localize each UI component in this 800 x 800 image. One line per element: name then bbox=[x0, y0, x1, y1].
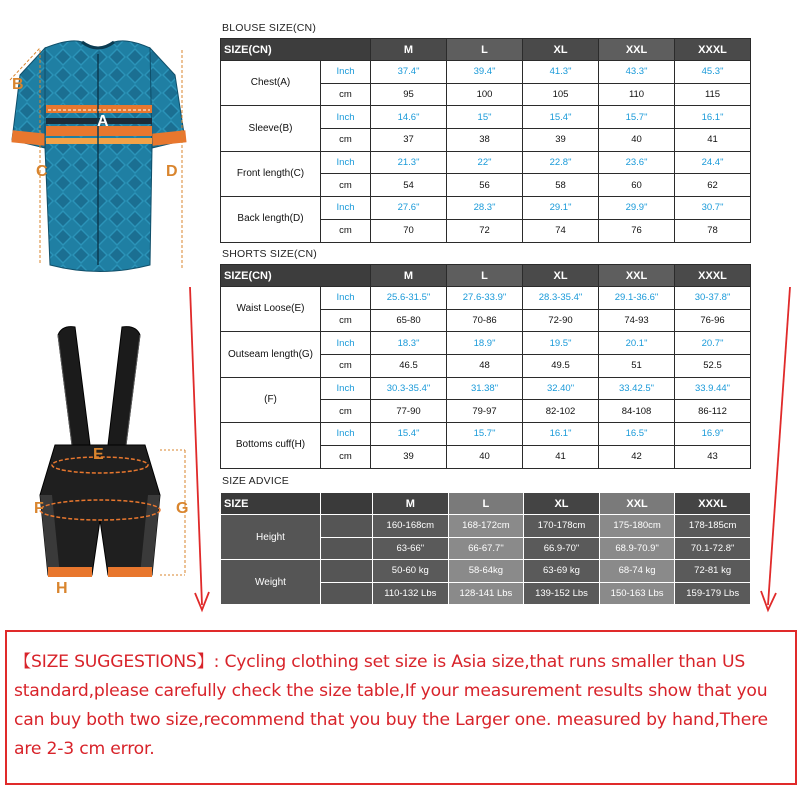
header-size: L bbox=[447, 39, 523, 61]
table-row bbox=[221, 151, 751, 174]
table-cell: 16.1" bbox=[675, 106, 751, 129]
table-cell: 62 bbox=[675, 174, 751, 197]
table-cell: 21.3" bbox=[371, 151, 447, 174]
table-cell: 115 bbox=[675, 83, 751, 106]
table-row bbox=[221, 106, 751, 129]
table-cell: 78 bbox=[675, 219, 751, 242]
measurement-name: Waist Loose(E) bbox=[221, 287, 321, 332]
table-cell: 70.1-72.8" bbox=[675, 537, 751, 560]
table-cell: 22.8" bbox=[523, 151, 599, 174]
unit-label: cm bbox=[321, 83, 371, 106]
table-cell: 39.4" bbox=[447, 61, 523, 84]
table-cell: 42 bbox=[599, 445, 675, 468]
table-cell: 30.7" bbox=[675, 197, 751, 220]
measurement-name: Bottoms cuff(H) bbox=[221, 423, 321, 468]
label-h: H bbox=[56, 580, 68, 597]
header-size: XXL bbox=[599, 265, 675, 287]
table-cell: 72-90 bbox=[523, 309, 599, 332]
table-cell: 76 bbox=[599, 219, 675, 242]
table-cell: 175-180cm bbox=[599, 515, 675, 538]
table-cell: 31.38" bbox=[447, 377, 523, 400]
unit-label: Inch bbox=[321, 287, 371, 310]
table-cell: 18.3" bbox=[371, 332, 447, 355]
table-cell: 39 bbox=[371, 445, 447, 468]
table-cell: 74-93 bbox=[599, 309, 675, 332]
table-cell: 159-179 Lbs bbox=[675, 582, 751, 605]
table-cell: 70-86 bbox=[447, 309, 523, 332]
advice-weight-label: Weight bbox=[221, 560, 321, 605]
unit-label: Inch bbox=[321, 377, 371, 400]
table-cell: 33.9.44" bbox=[675, 377, 751, 400]
header-size: XXXL bbox=[675, 39, 751, 61]
table-cell: 41 bbox=[675, 129, 751, 152]
table-cell: 54 bbox=[371, 174, 447, 197]
label-f: F bbox=[34, 500, 44, 517]
header-blank bbox=[321, 493, 373, 515]
table-cell: 150-163 Lbs bbox=[599, 582, 675, 605]
table-row bbox=[221, 423, 751, 446]
table-cell: 52.5 bbox=[675, 355, 751, 378]
table-cell: 56 bbox=[447, 174, 523, 197]
table-cell: 46.5 bbox=[371, 355, 447, 378]
label-b: B bbox=[12, 76, 24, 93]
table-cell: 43.3" bbox=[599, 61, 675, 84]
size-suggestion-body: Cycling clothing set size is Asia size,that runs smaller than US standard,please carefully check the size table,If your measurement results show that you can buy both two size,recommend that you buy the Larger one. measured by hand,There are 2-3 cm error. bbox=[14, 652, 768, 759]
header-size: L bbox=[447, 265, 523, 287]
unit-label: cm bbox=[321, 174, 371, 197]
table-cell: 139-152 Lbs bbox=[524, 582, 600, 605]
table-cell: 38 bbox=[447, 129, 523, 152]
table-cell: 58-64kg bbox=[448, 560, 524, 583]
measurement-name: Front length(C) bbox=[221, 151, 321, 196]
table-cell: 29.1" bbox=[523, 197, 599, 220]
table-row bbox=[221, 332, 751, 355]
table-cell: 49.5 bbox=[523, 355, 599, 378]
table-cell: 84-108 bbox=[599, 400, 675, 423]
advice-sub-cell bbox=[321, 515, 373, 538]
table-cell: 15" bbox=[447, 106, 523, 129]
table-row bbox=[221, 515, 751, 538]
table-cell: 33.42.5" bbox=[599, 377, 675, 400]
shorts-size-title: SHORTS SIZE(CN) bbox=[222, 248, 317, 260]
table-cell: 68-74 kg bbox=[599, 560, 675, 583]
advice-sub-cell bbox=[321, 537, 373, 560]
header-size-cn: SIZE(CN) bbox=[221, 265, 371, 287]
table-cell: 66-67.7" bbox=[448, 537, 524, 560]
table-cell: 20.1" bbox=[599, 332, 675, 355]
table-cell: 50-60 kg bbox=[373, 560, 449, 583]
table-cell: 100 bbox=[447, 83, 523, 106]
unit-label: Inch bbox=[321, 61, 371, 84]
size-suggestion-lead: 【SIZE SUGGESTIONS】: bbox=[14, 652, 220, 672]
header-size: SIZE bbox=[221, 493, 321, 515]
header-size: XL bbox=[524, 493, 600, 515]
size-advice-title: SIZE ADVICE bbox=[222, 475, 289, 487]
table-cell: 48 bbox=[447, 355, 523, 378]
table-cell: 70 bbox=[371, 219, 447, 242]
table-cell: 19.5" bbox=[523, 332, 599, 355]
unit-label: Inch bbox=[321, 423, 371, 446]
table-cell: 20.7" bbox=[675, 332, 751, 355]
table-cell: 86-112 bbox=[675, 400, 751, 423]
table-cell: 37.4" bbox=[371, 61, 447, 84]
label-e: E bbox=[93, 446, 104, 463]
table-cell: 15.4" bbox=[523, 106, 599, 129]
header-size: XXL bbox=[599, 493, 675, 515]
table-cell: 43 bbox=[675, 445, 751, 468]
header-size: M bbox=[371, 39, 447, 61]
table-cell: 79-97 bbox=[447, 400, 523, 423]
label-a: A bbox=[97, 113, 109, 130]
arrow-down-right-icon bbox=[752, 285, 792, 620]
table-header bbox=[221, 39, 751, 61]
table-cell: 37 bbox=[371, 129, 447, 152]
unit-label: cm bbox=[321, 445, 371, 468]
table-row bbox=[221, 287, 751, 310]
table-cell: 82-102 bbox=[523, 400, 599, 423]
table-row bbox=[221, 197, 751, 220]
table-cell: 15.4" bbox=[371, 423, 447, 446]
header-size: XXXL bbox=[675, 265, 751, 287]
unit-label: cm bbox=[321, 355, 371, 378]
table-cell: 77-90 bbox=[371, 400, 447, 423]
table-cell: 168-172cm bbox=[448, 515, 524, 538]
table-cell: 15.7" bbox=[599, 106, 675, 129]
table-cell: 16.9" bbox=[675, 423, 751, 446]
table-cell: 30.3-35.4" bbox=[371, 377, 447, 400]
table-cell: 45.3" bbox=[675, 61, 751, 84]
unit-label: cm bbox=[321, 129, 371, 152]
size-suggestion-box bbox=[5, 630, 797, 785]
shorts-size-table bbox=[220, 264, 751, 469]
table-cell: 15.7" bbox=[447, 423, 523, 446]
unit-label: Inch bbox=[321, 197, 371, 220]
table-cell: 110 bbox=[599, 83, 675, 106]
table-row bbox=[221, 61, 751, 84]
header-size: XL bbox=[523, 265, 599, 287]
advice-height-label: Height bbox=[221, 515, 321, 560]
label-d: D bbox=[166, 163, 178, 180]
table-cell: 63-66" bbox=[373, 537, 449, 560]
table-cell: 170-178cm bbox=[524, 515, 600, 538]
label-g: G bbox=[176, 500, 189, 517]
table-header bbox=[221, 493, 751, 515]
header-size: XL bbox=[523, 39, 599, 61]
unit-label: Inch bbox=[321, 332, 371, 355]
advice-sub-cell bbox=[321, 582, 373, 605]
table-cell: 51 bbox=[599, 355, 675, 378]
unit-label: cm bbox=[321, 400, 371, 423]
header-size: XXL bbox=[599, 39, 675, 61]
table-cell: 14.6" bbox=[371, 106, 447, 129]
header-size: XXXL bbox=[675, 493, 751, 515]
table-cell: 16.5" bbox=[599, 423, 675, 446]
table-cell: 41 bbox=[523, 445, 599, 468]
header-size: M bbox=[373, 493, 449, 515]
label-c: C bbox=[36, 163, 48, 180]
table-cell: 39 bbox=[523, 129, 599, 152]
unit-label: cm bbox=[321, 219, 371, 242]
table-cell: 29.1-36.6" bbox=[599, 287, 675, 310]
table-cell: 178-185cm bbox=[675, 515, 751, 538]
table-row bbox=[221, 377, 751, 400]
table-cell: 28.3-35.4" bbox=[523, 287, 599, 310]
table-cell: 63-69 kg bbox=[524, 560, 600, 583]
table-cell: 22" bbox=[447, 151, 523, 174]
table-header bbox=[221, 265, 751, 287]
header-size: M bbox=[371, 265, 447, 287]
table-cell: 24.4" bbox=[675, 151, 751, 174]
table-cell: 40 bbox=[599, 129, 675, 152]
table-cell: 74 bbox=[523, 219, 599, 242]
table-cell: 32.40" bbox=[523, 377, 599, 400]
table-cell: 18.9" bbox=[447, 332, 523, 355]
table-cell: 128-141 Lbs bbox=[448, 582, 524, 605]
size-advice-table bbox=[220, 492, 751, 605]
table-cell: 66.9-70" bbox=[524, 537, 600, 560]
table-cell: 29.9" bbox=[599, 197, 675, 220]
blouse-size-table bbox=[220, 38, 751, 243]
table-cell: 65-80 bbox=[371, 309, 447, 332]
unit-label: Inch bbox=[321, 106, 371, 129]
table-cell: 60 bbox=[599, 174, 675, 197]
table-cell: 25.6-31.5" bbox=[371, 287, 447, 310]
header-size-cn: SIZE(CN) bbox=[221, 39, 371, 61]
table-cell: 105 bbox=[523, 83, 599, 106]
measurement-name: Chest(A) bbox=[221, 61, 321, 106]
unit-label: Inch bbox=[321, 151, 371, 174]
measurement-name: Back length(D) bbox=[221, 197, 321, 242]
header-size: L bbox=[448, 493, 524, 515]
table-row bbox=[221, 560, 751, 583]
table-cell: 72 bbox=[447, 219, 523, 242]
blouse-size-title: BLOUSE SIZE(CN) bbox=[222, 22, 317, 34]
measurement-name: (F) bbox=[221, 377, 321, 422]
table-cell: 76-96 bbox=[675, 309, 751, 332]
advice-sub-cell bbox=[321, 560, 373, 583]
table-cell: 41.3" bbox=[523, 61, 599, 84]
table-cell: 27.6" bbox=[371, 197, 447, 220]
measurement-name: Sleeve(B) bbox=[221, 106, 321, 151]
table-cell: 23.6" bbox=[599, 151, 675, 174]
table-cell: 40 bbox=[447, 445, 523, 468]
table-cell: 16.1" bbox=[523, 423, 599, 446]
table-cell: 110-132 Lbs bbox=[373, 582, 449, 605]
table-cell: 27.6-33.9" bbox=[447, 287, 523, 310]
table-cell: 30-37.8" bbox=[675, 287, 751, 310]
size-suggestion-text bbox=[14, 648, 789, 764]
table-cell: 58 bbox=[523, 174, 599, 197]
table-cell: 160-168cm bbox=[373, 515, 449, 538]
unit-label: cm bbox=[321, 309, 371, 332]
jersey-illustration bbox=[0, 30, 200, 280]
table-cell: 68.9-70.9" bbox=[599, 537, 675, 560]
table-cell: 28.3" bbox=[447, 197, 523, 220]
measurement-name: Outseam length(G) bbox=[221, 332, 321, 377]
table-cell: 95 bbox=[371, 83, 447, 106]
table-cell: 72-81 kg bbox=[675, 560, 751, 583]
